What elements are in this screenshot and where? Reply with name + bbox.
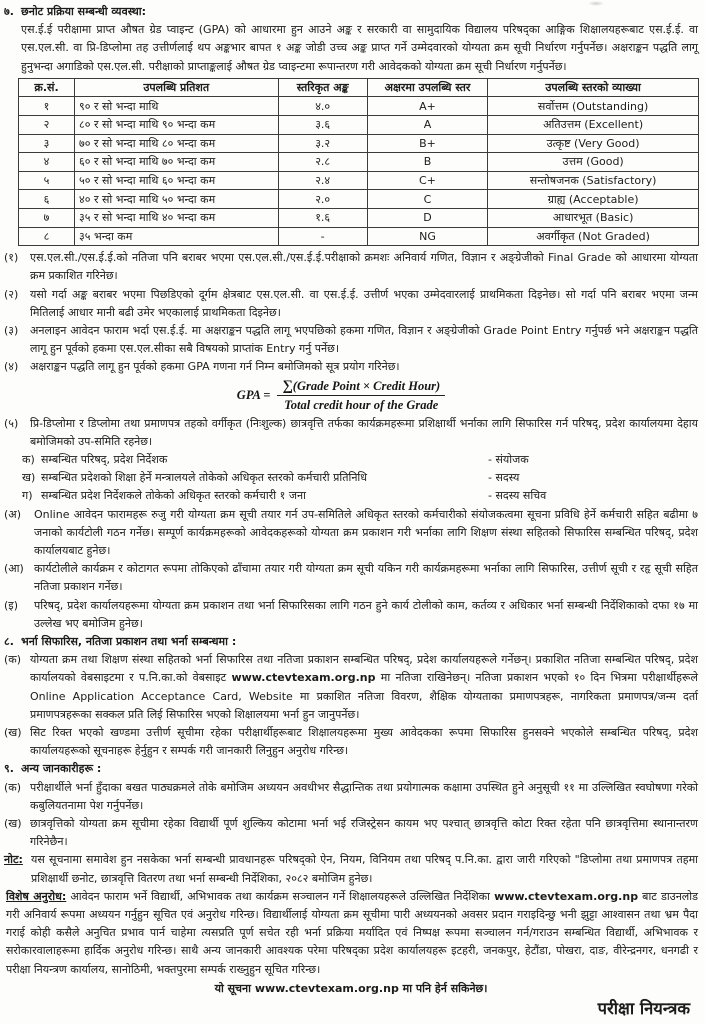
table-cell: उत्तम (Good) xyxy=(488,153,699,172)
item-label: क) xyxy=(22,452,35,466)
table-cell: सर्वोत्तम (Outstanding) xyxy=(488,97,699,116)
table-cell: ३५ भन्दा कम xyxy=(75,227,278,246)
item-label: (अ) xyxy=(4,507,21,521)
table-cell: ३.६ xyxy=(278,116,367,135)
table-row xyxy=(19,190,699,209)
table-cell: २.४ xyxy=(278,171,367,190)
note-paragraph xyxy=(4,851,698,887)
table-cell: ३ xyxy=(19,134,75,153)
list-item xyxy=(4,358,698,376)
scan-artifact xyxy=(588,1,604,6)
table-cell: D xyxy=(367,208,487,227)
point-label: (५) xyxy=(4,416,19,430)
formula-numerator-text: (Grade Point × Credit Hour) xyxy=(292,378,441,393)
list-item xyxy=(4,560,698,596)
table-header-cell: क्र.सं. xyxy=(19,78,75,97)
table-cell: ७ xyxy=(19,208,75,227)
table-cell: B xyxy=(367,153,487,172)
item-label: (३) xyxy=(4,323,19,337)
formula-lhs: GPA = xyxy=(236,388,271,403)
item-label: (ख) xyxy=(4,817,22,831)
url-text: www.ctevtexam.org.np xyxy=(494,889,639,903)
point-text: प्रि-डिप्लोमा र डिप्लोमा तथा प्रमाणपत्र तहको वर्गीकृत (निःशुल्क) छात्रवृत्ति तर्फका कार्यक्रमहरूमा प्रशिक्षार्थी भर्नाका लागि सिफारिस गर्न परिषद्, प्रदेश कार्यालयमा देहाय बमोजिमको उप-समिति रहनेछ। xyxy=(30,416,698,448)
lettered-points-list xyxy=(4,506,698,633)
table-cell: - xyxy=(278,227,367,246)
table-cell: ८० र सो भन्दा माथि ९० भन्दा कम xyxy=(75,116,278,135)
table-row xyxy=(19,153,699,172)
table-row xyxy=(19,97,699,116)
list-item xyxy=(4,815,698,851)
item-text: Online आवेदन फारामहरू रुजु गरी योग्यता क्रम सूची तयार गर्न उप-समितिले अधिकृत स्तरको कर्मचारीको संयोजकत्वमा सूचना प्रविधि हेर्ने कर्मचारी सहित बढीमा ७ जनाको कार्यटोली गठन गर्नेछ। सम्पूर्ण कार्यक्रमहरूको आवेदकहरूको योग्यता क्रम प्रकाशन गरी भर्नाका लागि शिक्षण संस्था सहितको सिफारिस सम्बन्धित परिषद्, प्रदेश कार्यालयबाट हुनेछ। xyxy=(34,507,698,557)
table-cell: A xyxy=(367,116,487,135)
item-text: यसो गर्दा अङ्क बराबर भएमा पिछडिएको दूर्गम क्षेत्रबाट एस.एल.सी. वा एस.ई.ई. उत्तीर्ण भएका उम्मेदवारलाई प्राथमिकता दिइनेछ। सो गर्दा पनि बराबर भएमा जन्म मितिलाई आधार मानी बढी उमेर भएकालाई प्राथमिकता दिइनेछ। xyxy=(30,287,698,319)
section7-title: छनोट प्रक्रिया सम्बन्धी व्यवस्था: xyxy=(21,5,147,18)
section8-heading xyxy=(4,633,698,651)
text-segment: योग्यता क्रम तथा शिक्षण संस्था सहितको भर्ना सिफारिस तथा नतिजा प्रकाशन सम्बन्धित परिषद्, प्रदेश कार्यालयहरूले गर्नेछन्। प्रकाशित नतिजा सम्बन्धित परिषद्, प्रदेश कार्यालयको वेबसाइटमा र प.नि.का.को वेबसाइट xyxy=(30,653,698,685)
table-cell: ४ xyxy=(19,153,75,172)
table-row xyxy=(19,116,699,135)
table-cell: C+ xyxy=(367,171,487,190)
formula-fraction xyxy=(277,378,445,413)
table-cell: B+ xyxy=(367,134,487,153)
table-cell: ६ xyxy=(19,190,75,209)
item-label: ख) xyxy=(22,471,36,485)
table-header-cell: उपलब्धि प्रतिशत xyxy=(75,78,278,97)
table-cell: अवर्गीकृत (Not Graded) xyxy=(488,227,699,246)
item-label: (ख) xyxy=(4,726,22,740)
table-cell: ७० र सो भन्दा माथि ८० भन्दा कम xyxy=(75,134,278,153)
table-cell: NG xyxy=(367,227,487,246)
table-header-cell: अक्षरमा उपलब्धि स्तर xyxy=(367,78,487,97)
subcommittee-list xyxy=(22,451,698,506)
item-text xyxy=(30,651,698,724)
grade-table-body xyxy=(19,97,699,246)
list-item xyxy=(22,469,698,487)
item-text: कार्यटोलीले कार्यक्रम र कोटागत रूपमा तोकिएको ढाँचामा तयार गरी योग्यता क्रम सूची यकिन गरी कार्यक्रमहरूमा भर्नाका लागि सिफारिस, उत्तीर्ण सूची र रहृ सूची सहित नतिजा प्रकाशन गर्नेछ। xyxy=(34,562,698,594)
table-cell: ५० र सो भन्दा माथि ६० भन्दा कम xyxy=(75,171,278,190)
member-role: - सदस्य सचिव xyxy=(488,489,547,503)
table-cell: ५ xyxy=(19,171,75,190)
table-cell: आधारभूत (Basic) xyxy=(488,208,699,227)
table-header-cell: उपलब्धि स्तरको व्याख्या xyxy=(488,78,699,97)
note-label: नोट: xyxy=(4,853,23,867)
table-cell: १.६ xyxy=(278,208,367,227)
table-cell: सन्तोषजनक (Satisfactory) xyxy=(488,171,699,190)
section7-number: ७. xyxy=(4,5,14,18)
section9-heading xyxy=(4,760,698,778)
table-cell: २.० xyxy=(278,190,367,209)
numbered-point-5 xyxy=(4,415,698,451)
table-cell: A+ xyxy=(367,97,487,116)
item-text: सिट रिक्त भएको खण्डमा उत्तीर्ण सूचीमा रहेका परीक्षार्थीहरूबाट शिक्षालयहरूमा मुख्य आवेदकका रूपमा सिफारिस हुनसक्ने भएकोले सम्बन्धित परिषद्, प्रदेश कार्यालयहरूको सूचनाहरू हेर्नुहुन र सम्पर्क गरी जानकारी लिनुहुन अनुरोध गरिन्छ। xyxy=(30,726,698,758)
section9-number: ९. xyxy=(4,762,14,776)
numbered-points-list xyxy=(4,249,698,376)
item-label: (आ) xyxy=(4,562,24,576)
list-item xyxy=(4,322,698,358)
item-label: (४) xyxy=(4,360,19,374)
section8-number: ८. xyxy=(4,635,14,649)
table-row xyxy=(19,171,699,190)
item-text: परिषद्, प्रदेश कार्यालयहरूमा योग्यता क्रम प्रकाशन तथा भर्ना सिफारिसका लागि गठन हुने कार्य टोलीको काम, कर्तव्य र अधिकार भर्ना सम्बन्धी निर्देशिकाको दफा १७ मा उल्लेख भए बमोजिम हुनेछ। xyxy=(34,598,698,630)
section7-intro-paragraph: एस.ई.ई परीक्षामा प्राप्त औषत ग्रेड प्वाइन्ट (GPA) को आधारमा हुन आउने अङ्क र सरकारी वा सामुदायिक विद्यालय परिषद्का आङ्गिक शिक्षालयहरूबाट एस.ई.ई. वा एस.एल.सी. वा प्रि-डिप्लोमा तह उत्तीर्णलाई थप अङ्कभार बापत १ अङ्क जोडी उच्च अङ्क प्राप्त गर्ने उम्मेदवारको योग्यता क्रम सूची निर्धारण गर्नुपर्नेछ। अक्षराङ्कन पद्धति लागू हुनुभन्दा अगाडिको एस.एल.सी. परीक्षाको प्राप्ताङ्कलाई औषत ग्रेड प्वाइन्टमा रूपान्तरण गरी आवेदकको योग्यता क्रम सूची निर्धारण गर्नुपर्नेछ। xyxy=(21,23,698,73)
text-segment: मा नतिजा राखिनेछन्। नतिजा प्रकाशन भएको १० दिन भित्रमा परीक्षार्थीहरूले Online Application Acceptance Card, Website मा प्रकाशित नतिजा विवरण, शैक्षिक योग्यताका प्रमाणपत्रहरू, नागरिकता प्रमाणपत्र/जन्म दर्ता प्रमाणपत्रहरूका सक्कल प्रति लिई सिफारिस भएको शिक्षालयमा भर्ना हुन जानुपर्नेछ। xyxy=(30,671,698,721)
item-label: (क) xyxy=(4,780,22,794)
footer-notice-line: यो सूचना www.ctevtexam.org.np मा पनि हेर्न सकिनेछ। xyxy=(214,981,488,995)
list-item xyxy=(4,651,698,724)
table-header-row xyxy=(19,78,699,97)
item-label: (२) xyxy=(4,287,19,301)
section9-title: अन्य जानकारीहरू : xyxy=(21,762,102,776)
gpa-formula xyxy=(0,378,698,413)
table-cell: ग्राह्य (Acceptable) xyxy=(488,190,699,209)
item-text: एस.एल.सी./एस.ई.ई.को नतिजा पनि बराबर भएमा एस.एल.सी./एस.ई.ई.परीक्षाको क्रमशः अनिवार्य गणित, विज्ञान र अङ्ग्रेजीको Final Grade को आधारमा योग्यता क्रम प्रकाशित गरिनेछ। xyxy=(30,251,698,283)
item-text: परीक्षार्थीले भर्ना हुँदाका बखत पाठ्यक्रमले तोके बमोजिम अध्ययन अवधीभर सैद्धान्तिक तथा प्रयोगात्मक कक्षामा उपस्थित हुने अनुसूची ११ मा उल्लिखित स्वघोषणा गरेको कबुलियतनामा पेश गर्नुपर्नेछ। xyxy=(30,780,698,812)
list-item xyxy=(4,724,698,760)
table-cell: २.८ xyxy=(278,153,367,172)
special-request-paragraph xyxy=(6,888,698,979)
item-text: छात्रवृत्तिको योग्यता क्रम सूचीमा रहेका विद्यार्थी पूर्ण शुल्किय कोटामा भर्ना भई रजिस्ट्रेसन कायम भए पश्चात् छात्रवृत्ति कोटा रिक्त रहेता पनि छात्रवृत्तिमा स्थानान्तरण गरिनेछैन। xyxy=(30,817,698,849)
item-text: सम्बन्धित परिषद्, प्रदेश निर्देशक xyxy=(41,452,168,466)
table-cell: ३.२ xyxy=(278,134,367,153)
list-item xyxy=(4,506,698,561)
list-item xyxy=(22,487,698,505)
table-cell: ४० र सो भन्दा माथि ५० भन्दा कम xyxy=(75,190,278,209)
table-cell: C xyxy=(367,190,487,209)
table-cell: ८ xyxy=(19,227,75,246)
list-item xyxy=(4,597,698,633)
table-header-cell: स्तरिकृत अङ्क xyxy=(278,78,367,97)
table-cell: ३५ र सो भन्दा माथि ४० भन्दा कम xyxy=(75,208,278,227)
section8-title: भर्ना सिफारिस, नतिजा प्रकाशन तथा भर्ना सम्बन्धमा : xyxy=(21,635,237,649)
item-text: सम्बन्धित प्रदेशको शिक्षा हेर्ने मन्त्रालयले तोकेको अधिकृत स्तरको कर्मचारी प्रतिनिधि xyxy=(41,471,368,485)
signature-exam-controller: परीक्षा नियन्त्रक xyxy=(597,999,690,1019)
section9-items-list xyxy=(4,779,698,852)
table-cell: ४.० xyxy=(278,97,367,116)
table-cell: २ xyxy=(19,116,75,135)
formula-numerator xyxy=(277,378,445,396)
table-cell: ९० र सो भन्दा माथि xyxy=(75,97,278,116)
list-item xyxy=(4,249,698,285)
list-item xyxy=(22,451,698,469)
item-text: सम्बन्धित प्रदेश निर्देशकले तोकेको अधिकृत स्तरको कर्मचारी १ जना xyxy=(41,489,306,503)
item-text: अक्षराङ्कन पद्धति लागू हुन पूर्वको हकमा GPA गणना गर्न निम्न बमोजिमको सूत्र प्रयोग गरिनेछ। xyxy=(30,360,400,374)
text-segment: आवेदन फाराम भर्ने विद्यार्थी, अभिभावक तथा कार्यक्रम सञ्चालन गर्ने शिक्षालयहरूले उल्लिखित निर्देशिका xyxy=(66,889,495,903)
member-role: - संयोजक xyxy=(488,452,529,466)
sigma-symbol: ∑ xyxy=(282,377,293,394)
note-text: यस सूचनामा समावेश हुन नसकेका भर्ना सम्बन्धी प्रावधानहरू परिषद्को ऐन, नियम, विनियम तथा परिषद् प.नि.का. द्वारा जारी गरिएको "डिप्लोमा तथा प्रमाणपत्र तहमा प्रशिक्षार्थी छनोट, छात्रवृत्ति वितरण तथा भर्ना सम्बन्धी निर्देशिका, २०८२ बमोजिम हुनेछ। xyxy=(31,853,698,885)
gpa-grade-table xyxy=(18,78,699,246)
item-label: (क) xyxy=(4,653,22,667)
list-item xyxy=(4,779,698,815)
table-row xyxy=(19,134,699,153)
url-text: www.ctevtexam.org.np xyxy=(231,671,376,685)
item-label: (१) xyxy=(4,251,19,265)
table-cell: १ xyxy=(19,97,75,116)
special-request-text xyxy=(6,890,698,976)
table-cell: उत्कृष्ट (Very Good) xyxy=(488,134,699,153)
list-item xyxy=(4,286,698,322)
item-label: ग) xyxy=(22,489,33,503)
item-text: अनलाइन आवेदन फाराम भर्दा एस.ई.ई. मा अक्षराङ्कन पद्धति लागू भएपछिको हकमा गणित, विज्ञान र अङ्ग्रेजीको Grade Point Entry गर्नुपर्छ भने अक्षराङ्कन पद्धति लागू हुन पूर्वको हकमा एस.एल.सीका सबै विषयको प्राप्तांक Entry गर्नु पर्नेछ। xyxy=(30,323,698,356)
text-segment: बाट डाउनलोड गरी अनिवार्य रूपमा अध्ययन गर्नुहुन सूचित एवं अनुरोध गरिन्छ। विद्यार्थीलाई योग्यता क्रम सूचीमा पारी अध्ययनको अवसर प्रदान गराइदिन्छु भनी झुट्टा आश्वासन तथा भ्रम पैदा गराई कोही कसैले अनुचित प्रभाव पार्न चाहेमा त्यसप्रति पूर्ण सचेत रही भर्ना प्रक्रिया मर्यादित एवं निष्पक्ष रूपमा सञ्चालन गर्न/गराउन सम्बन्धित विद्यार्थी, अभिभावक र सरोकारवालाहरूमा हार्दिक अनुरोध गरिन्छ। साथै अन्य जानकारी आवश्यक परेमा परिषद्का प्रदेश कार्यालयहरू इटहरी, जनकपुर, हेटौंडा, पोखरा, दाङ, वीरेन्द्रनगर, धनगढी र परीक्षा नियन्त्रण कार्यालय, सानोठिमी, भक्तपुरमा सम्पर्क राख्नुहुन सूचित गरिन्छ। xyxy=(6,889,699,976)
table-row xyxy=(19,227,699,246)
table-cell: अतिउत्तम (Excellent) xyxy=(488,116,699,135)
table-row xyxy=(19,208,699,227)
item-label: (इ) xyxy=(4,598,18,612)
section8-items-list xyxy=(4,651,698,760)
member-role: - सदस्य xyxy=(488,471,520,485)
table-cell: ६० र सो भन्दा माथि ७० भन्दा कम xyxy=(75,153,278,172)
special-request-label: विशेष अनुरोध: xyxy=(6,889,67,903)
formula-denominator: Total credit hour of the Grade xyxy=(284,397,439,412)
